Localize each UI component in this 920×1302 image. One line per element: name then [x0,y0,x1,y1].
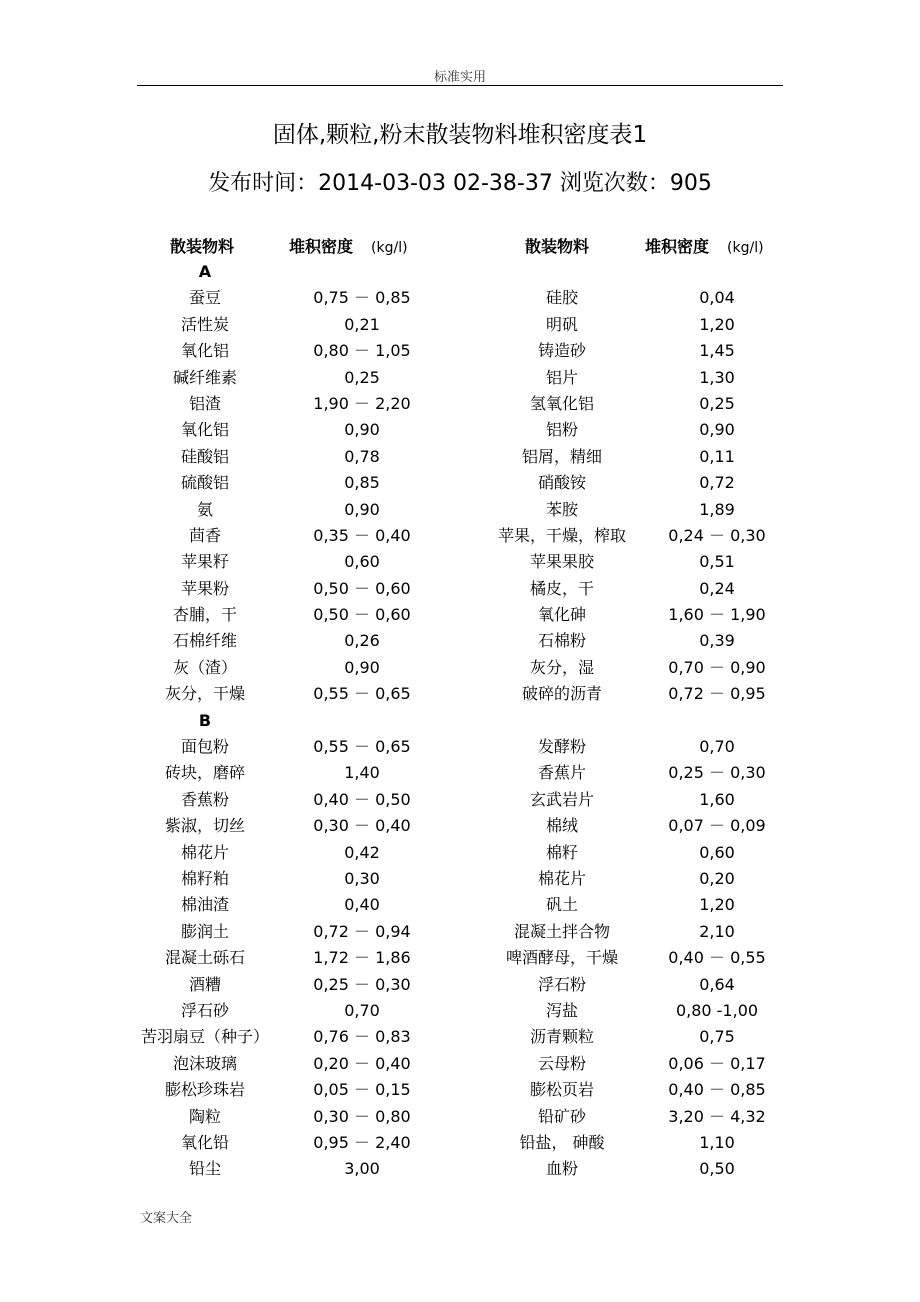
density-value-right: 1,45 [699,341,735,361]
section-row [0,259,920,285]
material-name-right: 硅胶 [545,288,578,308]
material-name-right: 苹果果胶 [529,552,594,572]
density-value-right: 1,60 [699,789,735,809]
table-row [0,760,920,786]
density-value-left: 0,42 [344,842,380,862]
density-value-right: 0,80 -1,00 [675,1000,759,1020]
material-name-right: 浮石粉 [537,974,586,994]
material-name-left: 氧化铝 [180,420,229,440]
density-value-right: 1,10 [699,1132,735,1152]
material-name-left: 石棉纤维 [172,631,237,651]
material-name-left: 苹果籽 [180,552,229,572]
density-value-left: 0,90 [344,499,380,519]
density-value-left: 0,70 [344,1000,380,1020]
density-value-right: 0,70 － 0,90 [668,657,766,677]
density-value-right: 0,72 － 0,95 [668,684,766,704]
material-name-right: 石棉粉 [537,631,586,651]
material-name-left: 陶粒 [188,1106,221,1126]
density-value-right: 0,64 [699,974,735,994]
density-value-left: 0,05 － 0,15 [313,1080,411,1100]
density-value-right: 0,07 － 0,09 [668,816,766,836]
density-value-right: 0,90 [699,420,735,440]
material-name-right: 橘皮，干 [529,578,594,598]
table-row [0,576,920,602]
density-value-right: 0,25 － 0,30 [668,763,766,783]
density-value-right: 0,72 [699,473,735,493]
density-value-right: 1,20 [699,314,735,334]
right-density-label: 堆积密度 [645,237,710,256]
column-header-right-density [645,234,764,261]
density-value-right: 1,89 [699,499,735,519]
material-name-right: 铝片 [545,367,578,387]
material-name-right: 氧化砷 [537,605,586,625]
material-name-left: 浮石砂 [180,1000,229,1020]
table-row [0,312,920,338]
density-value-right: 0,20 [699,868,735,888]
density-table [0,259,920,1183]
density-value-right: 0,24 － 0,30 [668,525,766,545]
density-value-left: 1,40 [344,763,380,783]
density-value-left: 0,78 [344,446,380,466]
density-value-left: 0,40 － 0,50 [313,789,411,809]
material-name-left: 棉籽粕 [180,868,229,888]
density-value-left: 0,75 － 0,85 [313,288,411,308]
material-name-right: 破碎的沥青 [521,684,602,704]
table-row [0,734,920,760]
material-name-left: 碱纤维素 [172,367,237,387]
table-row [0,1104,920,1130]
header-rule [137,85,783,86]
density-value-left: 0,20 － 0,40 [313,1053,411,1073]
material-name-right: 膨松页岩 [529,1080,594,1100]
material-name-left: 酒糟 [188,974,221,994]
density-value-left: 0,76 － 0,83 [313,1027,411,1047]
material-name-left: 氧化铅 [180,1132,229,1152]
table-row [0,813,920,839]
material-name-right: 硝酸铵 [537,473,586,493]
table-row [0,391,920,417]
material-name-left: 苹果粉 [180,578,229,598]
table-row [0,1077,920,1103]
table-row [0,602,920,628]
material-name-left: 硅酸铝 [180,446,229,466]
material-name-left: 茴香 [188,525,221,545]
density-value-left: 0,80 － 1,05 [313,341,411,361]
material-name-right: 泻盐 [545,1000,578,1020]
material-name-left: 蚕豆 [188,288,221,308]
page-header-text: 标准实用 [433,70,486,85]
material-name-left: 砖块，磨碎 [164,763,245,783]
material-name-right: 香蕉片 [537,763,586,783]
material-name-left: 硫酸铝 [180,473,229,493]
density-value-left: 0,85 [344,473,380,493]
material-name-right: 啤酒酵母，干燥 [505,948,618,968]
material-name-right: 棉籽 [545,842,578,862]
document-subtitle: 发布时间：2014-03-03 02-38-37 浏览次数：905 [208,171,712,196]
table-row [0,285,920,311]
material-name-left: 紫淑，切丝 [164,816,245,836]
density-value-left: 0,95 － 2,40 [313,1132,411,1152]
right-density-unit: (kg/l) [727,240,764,256]
material-name-left: 泡沫玻璃 [172,1053,237,1073]
density-value-right: 0,50 [699,1159,735,1179]
density-value-right: 0,24 [699,578,735,598]
density-value-right: 1,60 － 1,90 [668,605,766,625]
density-value-left: 0,30 [344,868,380,888]
table-row [0,892,920,918]
material-name-left: 铝渣 [188,393,221,413]
material-name-right: 明矾 [545,314,578,334]
table-row [0,497,920,523]
page-footer-text: 文案大全 [140,1211,193,1226]
density-value-left: 0,50 － 0,60 [313,605,411,625]
density-value-left: 0,55 － 0,65 [313,684,411,704]
table-row [0,681,920,707]
section-letter: A [198,262,212,281]
density-value-left: 0,90 [344,657,380,677]
density-value-left: 0,72 － 0,94 [313,921,411,941]
left-density-unit: (kg/l) [371,240,408,256]
density-value-right: 0,40 － 0,85 [668,1080,766,1100]
material-name-right: 发酵粉 [537,737,586,757]
density-value-right: 0,25 [699,393,735,413]
material-name-left: 膨松珍珠岩 [164,1080,245,1100]
table-row [0,523,920,549]
material-name-left: 氨 [196,499,213,519]
density-value-left: 0,90 [344,420,380,440]
density-value-right: 0,39 [699,631,735,651]
table-row [0,919,920,945]
density-value-right: 3,20 － 4,32 [668,1106,766,1126]
table-row [0,998,920,1024]
density-value-right: 0,51 [699,552,735,572]
table-row [0,972,920,998]
material-name-right: 铝粉 [545,420,578,440]
density-value-left: 0,55 － 0,65 [313,737,411,757]
density-value-left: 0,30 － 0,40 [313,816,411,836]
material-name-right: 苹果，干燥，榨取 [497,525,626,545]
density-value-right: 0,75 [699,1027,735,1047]
material-name-left: 杏脯，干 [172,605,237,625]
material-name-right: 血粉 [545,1159,578,1179]
column-header-left-density [289,234,408,261]
table-row [0,866,920,892]
material-name-right: 云母粉 [537,1053,586,1073]
material-name-right: 铸造砂 [537,341,586,361]
density-value-left: 1,90 － 2,20 [313,393,411,413]
density-value-left: 0,21 [344,314,380,334]
material-name-right: 沥青颗粒 [529,1027,594,1047]
density-value-left: 0,40 [344,895,380,915]
table-row [0,840,920,866]
table-row [0,549,920,575]
table-row [0,470,920,496]
density-value-left: 3,00 [344,1159,380,1179]
table-row [0,444,920,470]
material-name-right: 棉花片 [537,868,586,888]
material-name-left: 灰（渣） [172,657,237,677]
table-row [0,945,920,971]
density-value-left: 0,26 [344,631,380,651]
density-value-left: 1,72 － 1,86 [313,948,411,968]
material-name-right: 混凝土拌合物 [513,921,610,941]
column-header-left-name: 散装物料 [170,237,235,256]
material-name-right: 灰分，湿 [529,657,594,677]
density-value-right: 0,06 － 0,17 [668,1053,766,1073]
density-value-right: 0,11 [699,446,735,466]
material-name-right: 铝屑，精细 [521,446,602,466]
density-value-left: 0,35 － 0,40 [313,525,411,545]
material-name-left: 膨润土 [180,921,229,941]
density-value-right: 0,60 [699,842,735,862]
material-name-left: 活性炭 [180,314,229,334]
density-value-right: 0,04 [699,288,735,308]
density-value-left: 0,50 － 0,60 [313,578,411,598]
material-name-left: 棉花片 [180,842,229,862]
density-value-left: 0,60 [344,552,380,572]
left-density-label: 堆积密度 [289,237,354,256]
document-title: 固体,颗粒,粉末散装物料堆积密度表1 [272,122,648,148]
material-name-left: 棉油渣 [180,895,229,915]
material-name-left: 苦羽扇豆（种子） [140,1027,269,1047]
density-value-right: 1,30 [699,367,735,387]
material-name-left: 面包粉 [180,737,229,757]
density-value-right: 2,10 [699,921,735,941]
material-name-right: 棉绒 [545,816,578,836]
material-name-right: 氢氧化铝 [529,393,594,413]
material-name-right: 铅矿砂 [537,1106,586,1126]
table-row [0,787,920,813]
table-row [0,338,920,364]
table-row [0,655,920,681]
material-name-left: 铅尘 [188,1159,221,1179]
table-row [0,628,920,654]
table-row [0,417,920,443]
table-row [0,1156,920,1182]
table-row [0,1024,920,1050]
material-name-right: 苯胺 [545,499,578,519]
density-value-left: 0,30 － 0,80 [313,1106,411,1126]
density-value-right: 0,40 － 0,55 [668,948,766,968]
material-name-right: 矾土 [545,895,578,915]
material-name-right: 铅盐， 砷酸 [519,1132,605,1152]
column-header-right-name: 散装物料 [525,237,590,256]
table-row [0,365,920,391]
material-name-left: 香蕉粉 [180,789,229,809]
table-row [0,1051,920,1077]
material-name-left: 氧化铝 [180,341,229,361]
density-value-right: 1,20 [699,895,735,915]
density-value-left: 0,25 － 0,30 [313,974,411,994]
section-letter: B [198,710,212,730]
table-row [0,1130,920,1156]
material-name-left: 灰分，干燥 [164,684,245,704]
density-value-right: 0,70 [699,737,735,757]
density-value-left: 0,25 [344,367,380,387]
section-row [0,708,920,734]
material-name-right: 玄武岩片 [529,789,594,809]
material-name-left: 混凝土砾石 [164,948,245,968]
